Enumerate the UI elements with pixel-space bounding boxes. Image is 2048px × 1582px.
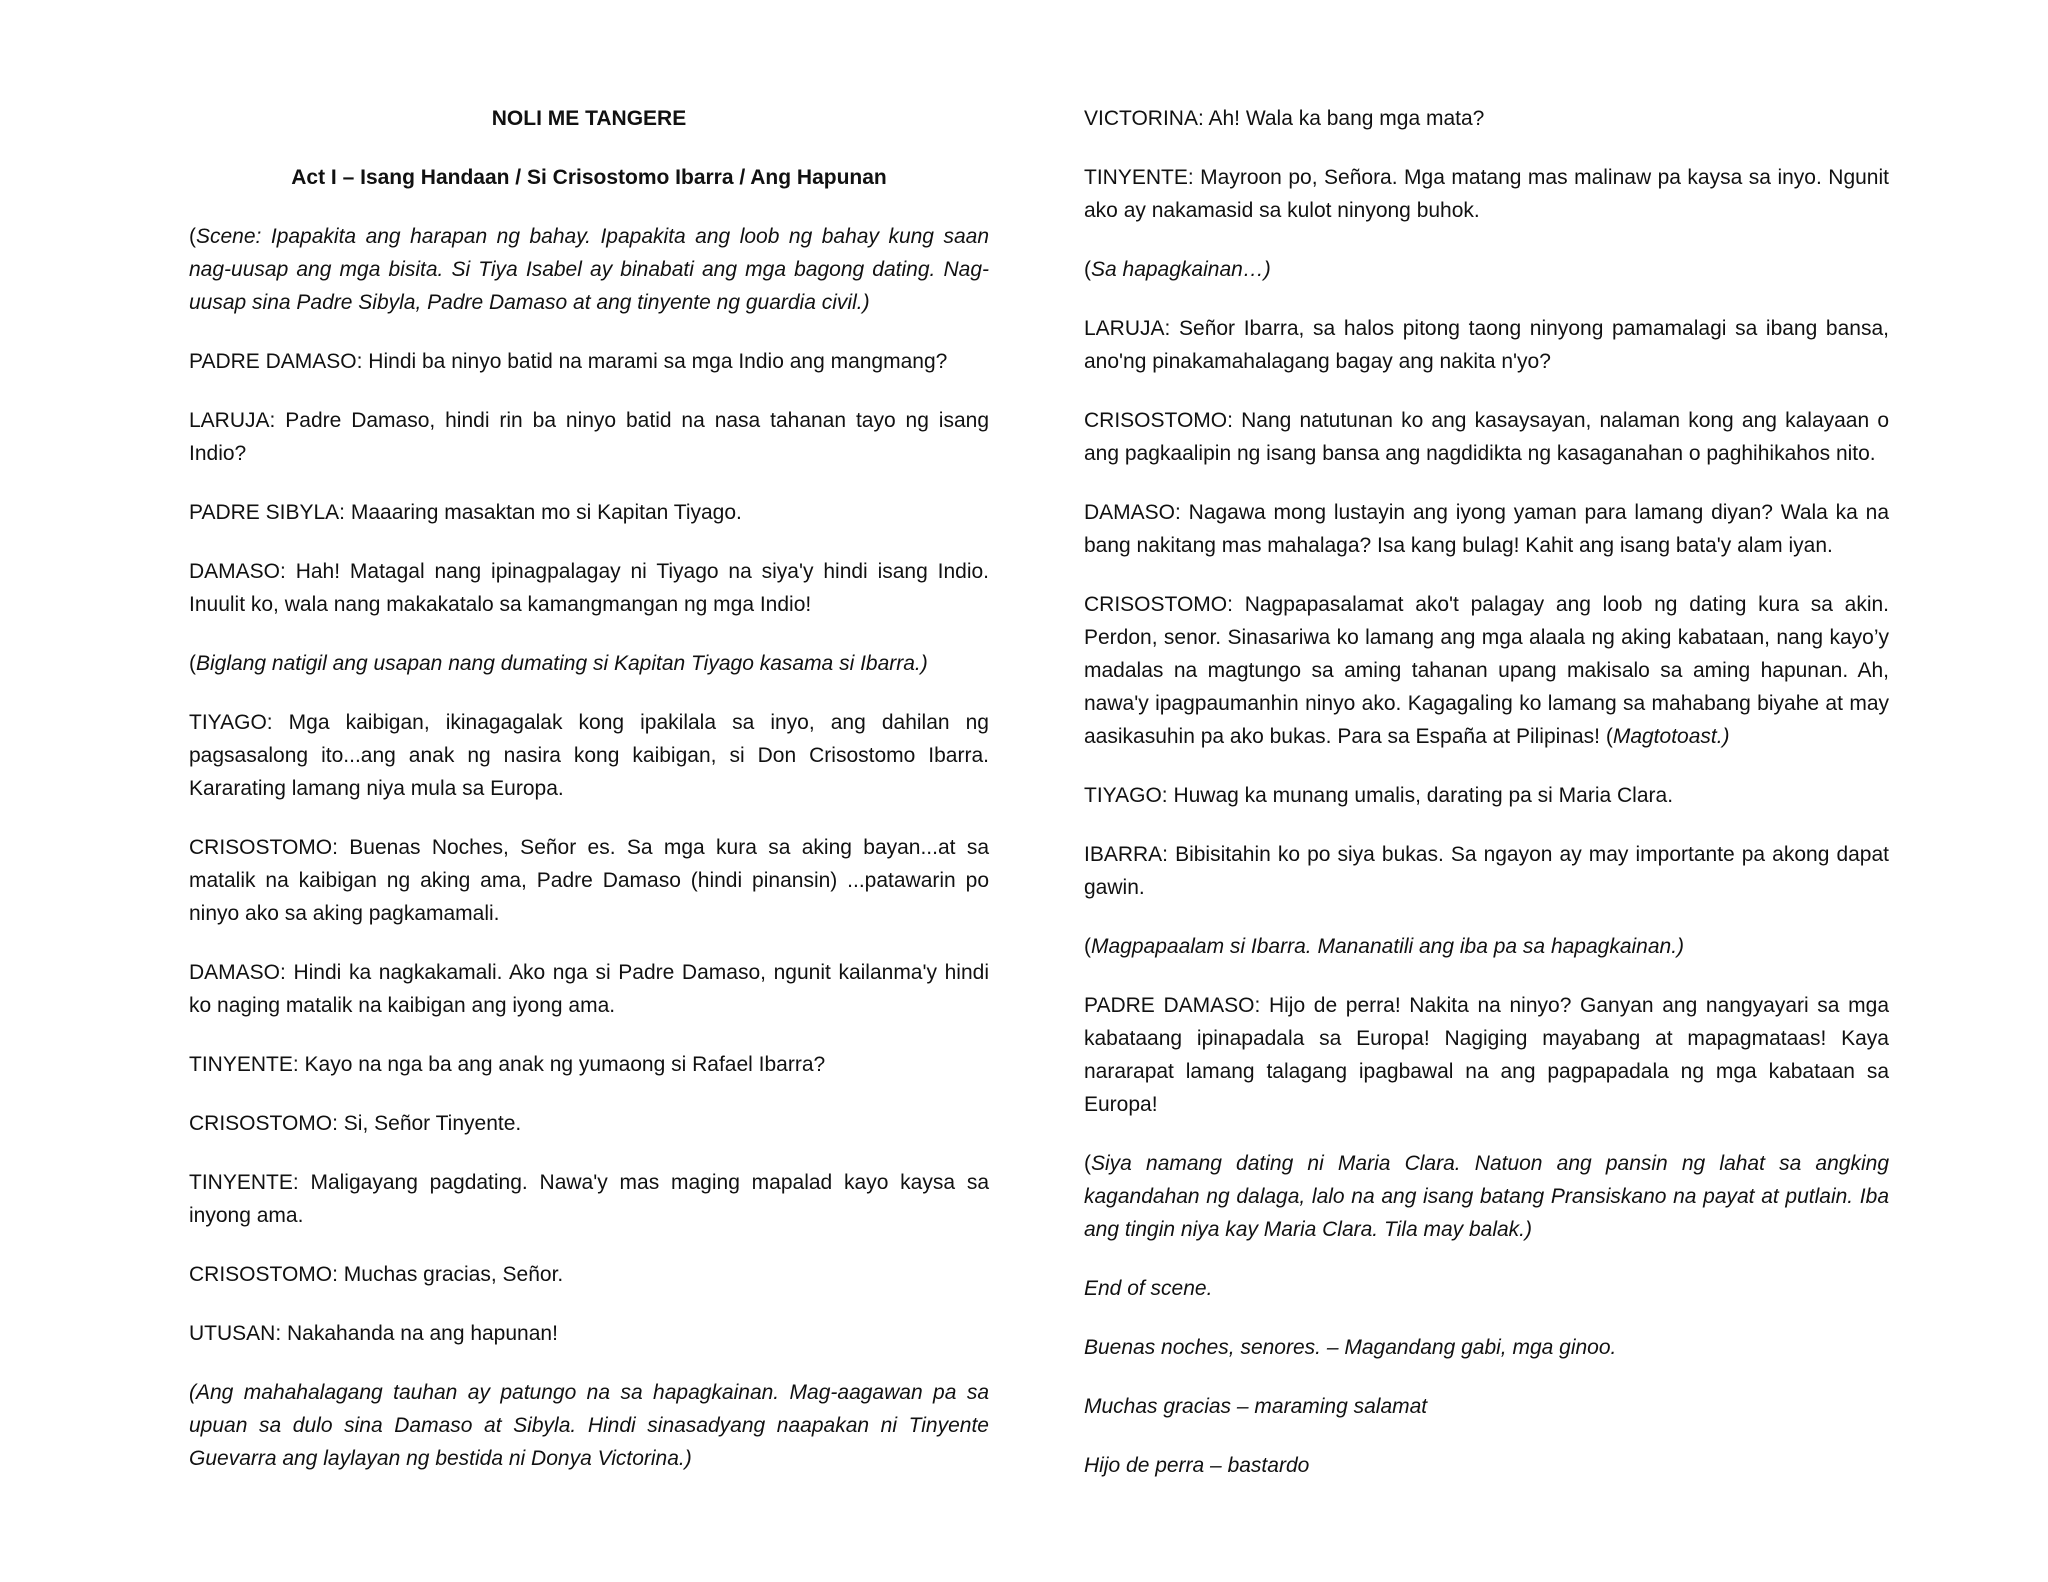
dialogue-line: UTUSAN: Nakahanda na ang hapunan! bbox=[189, 1322, 558, 1345]
dialogue-line: PADRE DAMASO: Hijo de perra! Nakita na ninyo? Ganyan ang nangyayari sa mga kabataang ipinapadala sa Europa! Nagiging mayabang at mapagmataas! Kaya nararapat lamang talagang ipagbawal na ang pagpapadala ng mga kabataan sa Europa! bbox=[1084, 994, 1889, 1116]
stage-direction bbox=[1084, 253, 1889, 286]
open-paren: ( bbox=[189, 652, 196, 675]
dialogue-line: CRISOSTOMO: Buenas Noches, Señor es. Sa mga kura sa aking bayan...at sa matalik na kaibigan ng aking ama, Padre Damaso (hindi pinansin) ...patawarin po ninyo ako sa aking pagkamamali. bbox=[189, 836, 989, 925]
dialogue-line: DAMASO: Hah! Matagal nang ipinagpalagay ni Tiyago na siya'y hindi isang Indio. Inuulit ko, wala nang makakatalo sa kamangmangan ng mga Indio! bbox=[189, 560, 989, 616]
dialogue-line: IBARRA: Bibisitahin ko po siya bukas. Sa ngayon ay may importante pa akong dapat gawin. bbox=[1084, 843, 1889, 899]
dialogue-line: TINYENTE: Maligayang pagdating. Nawa'y mas maging mapalad kayo kaysa sa inyong ama. bbox=[189, 1171, 989, 1227]
inline-stage-direction: Magtotoast.) bbox=[1612, 725, 1730, 748]
glossary-note: Muchas gracias – maraming salamat bbox=[1084, 1395, 1428, 1418]
open-paren: ( bbox=[1084, 935, 1091, 958]
open-paren: ( bbox=[1084, 258, 1091, 281]
dialogue-line: PADRE DAMASO: Hindi ba ninyo batid na marami sa mga Indio ang mangmang? bbox=[189, 350, 948, 373]
stage-direction-text: Siya namang dating ni Maria Clara. Natuon ang pansin ng lahat sa angking kagandahan ng dalaga, lalo na ang isang batang Pransiskano na payat at putlain. Iba ang tingin niya kay Maria Clara. Tila may balak.) bbox=[1084, 1152, 1889, 1241]
dialogue-line: PADRE SIBYLA: Maaaring masaktan mo si Kapitan Tiyago. bbox=[189, 501, 742, 524]
dialogue-line: CRISOSTOMO: Nang natutunan ko ang kasaysayan, nalaman kong ang kalayaan o ang pagkaalipin ng isang bansa ang nagdidikta ng kasaganahan o paghihikahos nito. bbox=[1084, 409, 1889, 465]
stage-direction bbox=[1084, 930, 1889, 963]
stage-direction: (Ang mahahalagang tauhan ay patungo na sa hapagkainan. Mag-aagawan pa sa upuan sa dulo sina Damaso at Sibyla. Hindi sinasadyang naapakan ni Tinyente Guevarra ang laylayan ng bestida ni Donya Victorina.) bbox=[189, 1381, 989, 1470]
document-title: NOLI ME TANGERE bbox=[491, 107, 687, 130]
stage-direction-text: Biglang natigil ang usapan nang dumating si Kapitan Tiyago kasama si Ibarra.) bbox=[196, 652, 928, 675]
dialogue-line: CRISOSTOMO: Si, Señor Tinyente. bbox=[189, 1112, 522, 1135]
dialogue-line: VICTORINA: Ah! Wala ka bang mga mata? bbox=[1084, 107, 1485, 130]
left-column bbox=[189, 102, 989, 1501]
open-paren: ( bbox=[1084, 1152, 1091, 1175]
dialogue-line bbox=[1084, 588, 1889, 753]
dialogue-line: LARUJA: Padre Damaso, hindi rin ba ninyo batid na nasa tahanan tayo ng isang Indio? bbox=[189, 409, 989, 465]
stage-direction-text: Magpapaalam si Ibarra. Mananatili ang iba pa sa hapagkainan.) bbox=[1091, 935, 1685, 958]
stage-direction bbox=[189, 220, 989, 319]
end-of-scene-note: End of scene. bbox=[1084, 1277, 1213, 1300]
stage-direction-text: Sa hapagkainan…) bbox=[1091, 258, 1271, 281]
stage-direction bbox=[189, 647, 989, 680]
act-heading: Act I – Isang Handaan / Si Crisostomo Ibarra / Ang Hapunan bbox=[291, 166, 887, 189]
stage-direction bbox=[1084, 1147, 1889, 1246]
open-paren: ( bbox=[189, 225, 196, 248]
dialogue-line: CRISOSTOMO: Muchas gracias, Señor. bbox=[189, 1263, 564, 1286]
dialogue-text: CRISOSTOMO: Nagpapasalamat ako't palagay ang loob ng dating kura sa akin. Perdon, senor. Sinasariwa ko lamang ang mga alaala ng aking kabataan, nang kayo’y madalas na magtungo sa aming tahanan upang makisalo sa aming hapunan. Ah, nawa'y ipagpaumanhin ninyo ako. Kagagaling ko lamang sa mahabang biyahe at may aasikasuhin pa ako bukas. Para sa España at Pilipinas! ( bbox=[1084, 593, 1889, 748]
dialogue-line: DAMASO: Hindi ka nagkakamali. Ako nga si Padre Damaso, ngunit kailanma'y hindi ko naging matalik na kaibigan ang iyong ama. bbox=[189, 961, 989, 1017]
glossary-note: Hijo de perra – bastardo bbox=[1084, 1454, 1310, 1477]
right-column bbox=[1084, 102, 1889, 1508]
dialogue-line: TINYENTE: Mayroon po, Señora. Mga matang mas malinaw pa kaysa sa inyo. Ngunit ako ay nakamasid sa kulot ninyong buhok. bbox=[1084, 166, 1889, 222]
dialogue-line: TIYAGO: Huwag ka munang umalis, darating pa si Maria Clara. bbox=[1084, 784, 1674, 807]
dialogue-line: TIYAGO: Mga kaibigan, ikinagagalak kong ipakilala sa inyo, ang dahilan ng pagsasalong ito...ang anak ng nasira kong kaibigan, si Don Crisostomo Ibarra. Kararating lamang niya mula sa Europa. bbox=[189, 711, 989, 800]
stage-direction-text: Scene: Ipapakita ang harapan ng bahay. Ipapakita ang loob ng bahay kung saan nag-uusap ang mga bisita. Si Tiya Isabel ay binabati ang mga bagong dating. Nag-uusap sina Padre Sibyla, Padre Damaso at ang tinyente ng guardia civil.) bbox=[189, 225, 989, 314]
dialogue-line: LARUJA: Señor Ibarra, sa halos pitong taong ninyong pamamalagi sa ibang bansa, ano'ng pinakamahalagang bagay ang nakita n'yo? bbox=[1084, 317, 1889, 373]
dialogue-line: TINYENTE: Kayo na nga ba ang anak ng yumaong si Rafael Ibarra? bbox=[189, 1053, 826, 1076]
glossary-note: Buenas noches, senores. – Magandang gabi, mga ginoo. bbox=[1084, 1336, 1617, 1359]
dialogue-line: DAMASO: Nagawa mong lustayin ang iyong yaman para lamang diyan? Wala ka na bang nakitang mas mahalaga? Isa kang bulag! Kahit ang isang bata'y alam iyan. bbox=[1084, 501, 1889, 557]
